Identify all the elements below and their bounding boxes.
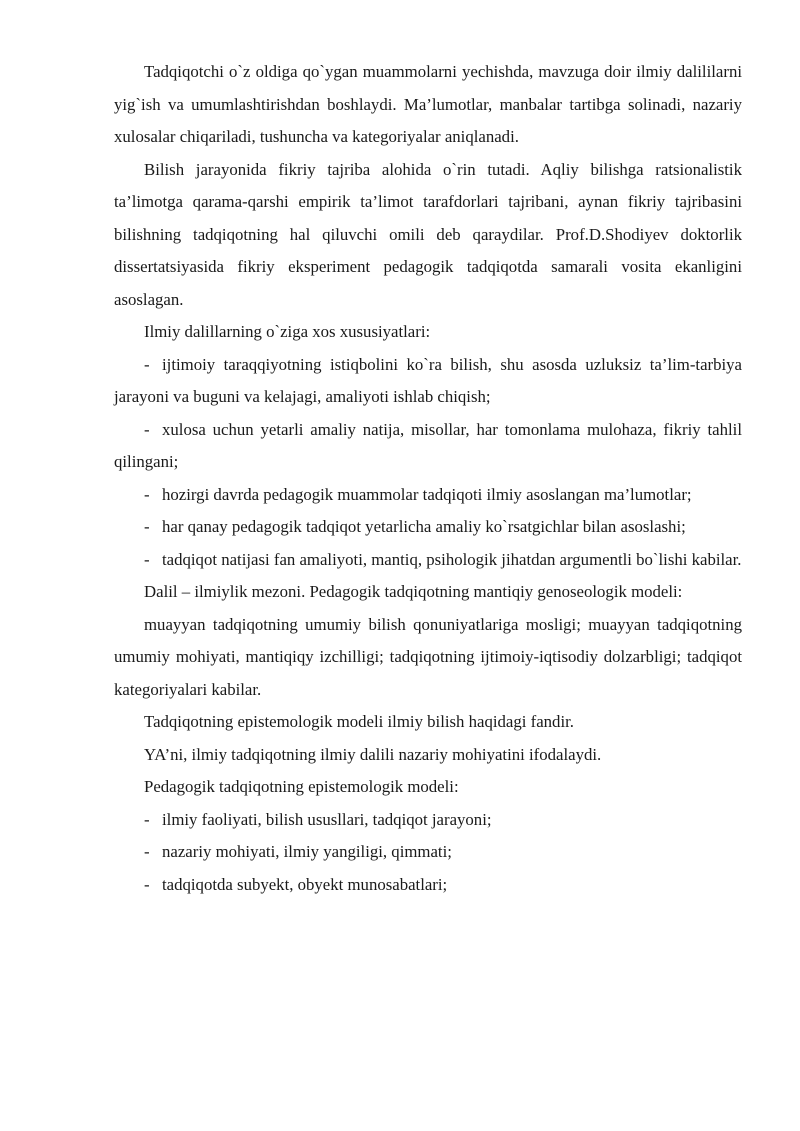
paragraph-genoseological-model: muayyan tadqiqotning umumiy bilish qonuniyatlariga mosligi; muayyan tadqiqotning umumiy mohiyati, mantiqiqy izchilligi; tadqiqotning ijtimoiy-iqtisodiy dolzarbligi; tadqiqot kategoriyalari kabilar. [114, 614, 742, 699]
list-item [114, 869, 742, 902]
paragraph-epistemology-definition: Tadqiqotning epistemologik modeli ilmiy bilish haqidagi fandir. [144, 712, 574, 731]
paragraph-evidence-criterion: Dalil – ilmiylik mezoni. Pedagogik tadqiqotning mantiqiy genoseologik modeli: [144, 582, 683, 601]
list-item-text: ijtimoiy taraqqiyotning istiqbolini ko`ra bilish, shu asosda uzluksiz ta’lim-tarbiya jarayoni va buguni va kelajagi, amaliyoti ishlab chiqish; [114, 354, 742, 406]
list-item-text: har qanay pedagogik tadqiqot yetarlicha amaliy ko`rsatgichlar bilan asoslashi; [162, 517, 686, 536]
list-dash: - [144, 842, 150, 861]
list-item-text: tadqiqot natijasi fan amaliyoti, mantiq, psihologik jihatdan argumentli bo`lishi kabilar. [162, 549, 742, 569]
paragraph-features-heading: Ilmiy dalillarning o`ziga xos xususiyatlari: [144, 322, 431, 341]
list-dash: - [144, 874, 150, 894]
list-item [114, 414, 742, 479]
list-item [114, 479, 742, 512]
list-item [114, 511, 742, 544]
paragraph-evidence-essence: YA’ni, ilmiy tadqiqotning ilmiy dalili nazariy mohiyatini ifodalaydi. [144, 744, 602, 764]
list-dash: - [144, 419, 150, 439]
list-item-text: xulosa uchun yetarli amaliy natija, misollar, har tomonlama mulohaza, fikriy tahlil qilingani; [114, 419, 742, 471]
list-dash: - [144, 517, 150, 536]
list-dash: - [144, 549, 150, 569]
list-dash: - [144, 484, 150, 504]
list-dash: - [144, 354, 150, 374]
list-item-text: ilmiy faoliyati, bilish ususllari, tadqiqot jarayoni; [162, 809, 492, 829]
list-item [114, 804, 742, 837]
list-item [114, 349, 742, 414]
list-item-text: tadqiqotda subyekt, obyekt munosabatlari; [162, 874, 448, 894]
paragraph-cognition: Bilish jarayonida fikriy tajriba alohida o`rin tutadi. Aqliy bilishga ratsionalistik ta’limotga qarama-qarshi empirik ta’limot tarafdorlari tajribani, aynan fikriy tajribasini bilishning tadqiqotning hal qiluvchi omili deb qaraydilar. Prof.D.Shodiyev doktorlik dissertatsiyasida fikriy eksperiment pedagogik tadqiqotda samarali vosita ekanligini asoslagan. [114, 159, 742, 309]
paragraph-intro: Tadqiqotchi o`z oldiga qo`ygan muammolarni yechishda, mavzuga doir ilmiy dalililarni yig`ish va umumlashtirishdan boshlaydi. Ma’lumotlar, manbalar tartibga solinadi, nazariy xulosalar chiqariladi, tushuncha va kategoriyalar aniqlanadi. [114, 62, 742, 146]
list-item-text: hozirgi davrda pedagogik muammolar tadqiqoti ilmiy asoslangan ma’lumotlar; [162, 484, 692, 504]
paragraph-model-heading: Pedagogik tadqiqotning epistemologik modeli: [144, 777, 459, 796]
list-item [114, 836, 742, 869]
list-item-text: nazariy mohiyati, ilmiy yangiligi, qimmati; [162, 842, 452, 861]
list-dash: - [144, 809, 150, 829]
list-item [114, 544, 742, 577]
document-page [114, 56, 742, 901]
